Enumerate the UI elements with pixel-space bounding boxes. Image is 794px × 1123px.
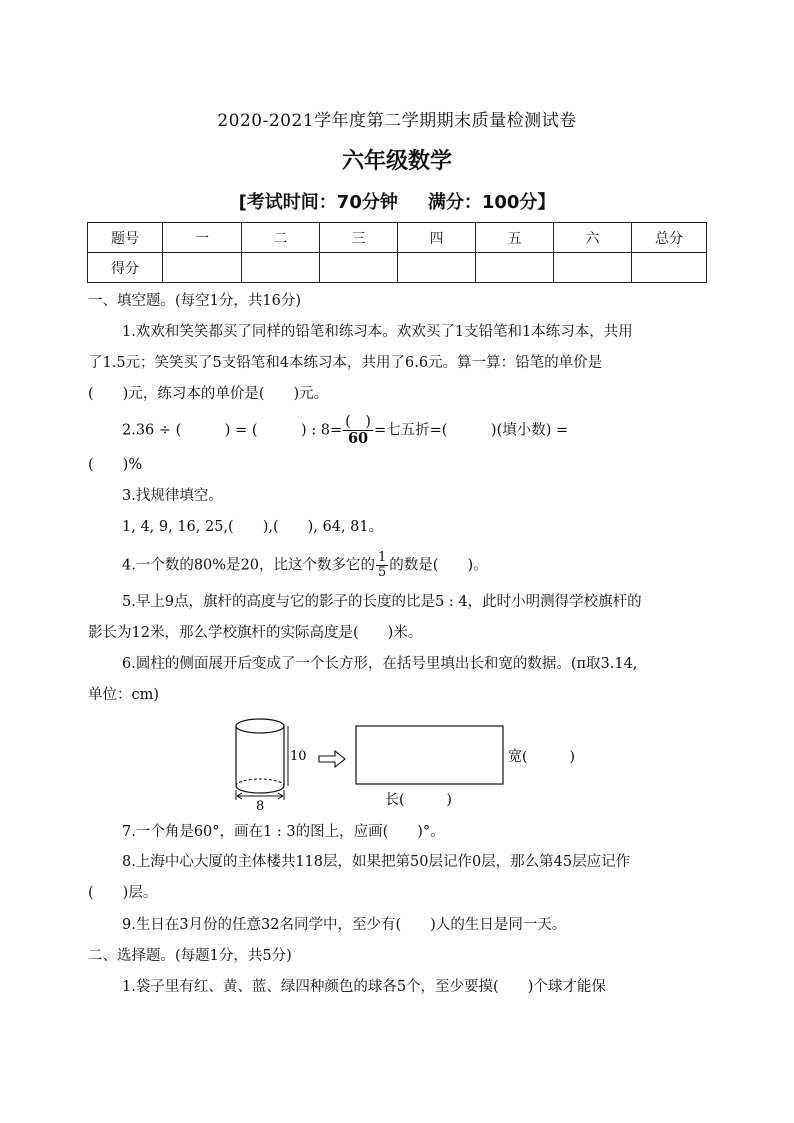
q6-line1: 6.圆柱的侧面展开后变成了一个长方形，在括号里填出长和宽的数据。(π取3.14, xyxy=(122,656,638,672)
score-row-label: 得分 xyxy=(88,253,163,283)
exam-info xyxy=(0,188,794,214)
score-table-header-row xyxy=(88,223,707,253)
q8-line1: 8.上海中心大厦的主体楼共118层，如果把第50层记作0层，那么第45层应记作 xyxy=(122,854,631,870)
score-cell[interactable] xyxy=(320,253,398,283)
score-header-cell: 四 xyxy=(398,223,476,253)
q1-line2: 了1.5元；笑笑买了5支铅笔和4本练习本，共用了6.6元。算一算：铅笔的单价是 xyxy=(88,355,603,371)
score-cell[interactable] xyxy=(242,253,320,283)
score-cell[interactable] xyxy=(632,253,707,283)
q4-text-after: 的数是( )。 xyxy=(389,557,488,574)
section2-heading: 二、选择题。(每题1分，共5分) xyxy=(88,948,292,964)
q1-line3: ( )元，练习本的单价是( )元。 xyxy=(88,386,329,402)
score-table xyxy=(87,222,707,283)
score-cell[interactable] xyxy=(163,253,242,283)
right-arrow-icon xyxy=(319,751,345,767)
width-label: 宽( ) xyxy=(508,749,575,765)
height-label: 10 xyxy=(290,749,307,764)
q2-line1 xyxy=(122,414,568,447)
q4-fraction-numerator: 1 xyxy=(378,550,387,565)
q6-line2: 单位：cm) xyxy=(88,687,160,703)
score-header-cell: 总分 xyxy=(632,223,707,253)
q1-line1: 1.欢欢和笑笑都买了同样的铅笔和练习本。欢欢买了1支铅笔和1本练习本，共用 xyxy=(122,324,633,340)
cylinder-bottom-front xyxy=(236,786,284,793)
score-cell[interactable] xyxy=(476,253,554,283)
q2-fraction-numerator: ( ) xyxy=(345,414,371,430)
q4-line xyxy=(122,551,488,580)
cylinder-unfold-figure xyxy=(225,716,615,812)
q2-text-before: 2.36 ÷ ( ) = ( ) : 8= xyxy=(122,422,343,439)
full-marks: 满分：100分】 xyxy=(427,192,556,213)
score-header-cell: 六 xyxy=(554,223,632,253)
cylinder-top-ellipse xyxy=(236,719,284,733)
q5-line2: 影长为12米，那么学校旗杆的实际高度是( )米。 xyxy=(88,625,423,641)
q8-line2: ( )层。 xyxy=(88,885,158,901)
diameter-label: 8 xyxy=(256,799,265,812)
exam-subject: 六年级数学 xyxy=(341,149,452,174)
exam-title: 2020-2021学年度第二学期期末质量检测试卷 xyxy=(217,111,577,131)
score-header-cell: 题号 xyxy=(88,223,163,253)
s2-q1-line: 1.袋子里有红、黄、蓝、绿四种颜色的球各5个，至少要摸( )个球才能保 xyxy=(122,979,606,995)
q2-fraction xyxy=(343,414,373,447)
q4-fraction xyxy=(376,551,388,580)
section1-heading: 一、填空题。(每空1分，共16分) xyxy=(88,293,301,309)
cylinder-bottom-back xyxy=(236,779,284,786)
q9-line: 9.生日在3月份的任意32名同学中，至少有( )人的生日是同一天。 xyxy=(122,917,567,933)
q3-line: 3.找规律填空。 xyxy=(122,488,223,504)
score-header-cell: 一 xyxy=(163,223,242,253)
score-header-cell: 五 xyxy=(476,223,554,253)
length-label: 长( ) xyxy=(385,792,452,808)
q4-text-before: 4.一个数的80%是20，比这个数多它的 xyxy=(122,557,376,574)
q5-line1: 5.早上9点，旗杆的高度与它的影子的长度的比是5 : 4，此时小明测得学校旗杆的 xyxy=(122,594,642,610)
score-cell[interactable] xyxy=(554,253,632,283)
q3-sequence: 1, 4, 9, 16, 25,( ),( ), 64, 81。 xyxy=(122,519,384,535)
unfolded-rectangle xyxy=(356,726,503,784)
score-header-cell: 二 xyxy=(242,223,320,253)
q7-line: 7.一个角是60°，画在1 : 3的图上，应画( )°。 xyxy=(122,824,445,840)
score-cell[interactable] xyxy=(398,253,476,283)
q2-fraction-denominator: 60 xyxy=(347,430,369,447)
score-header-cell: 三 xyxy=(320,223,398,253)
q2-text-after: =七五折=( )(填小数) = xyxy=(373,422,569,439)
q2-line2: ( )% xyxy=(88,457,143,473)
score-table-score-row xyxy=(88,253,707,283)
exam-time: [考试时间：70分钟 xyxy=(238,192,398,213)
q4-fraction-denominator: 5 xyxy=(378,565,387,580)
